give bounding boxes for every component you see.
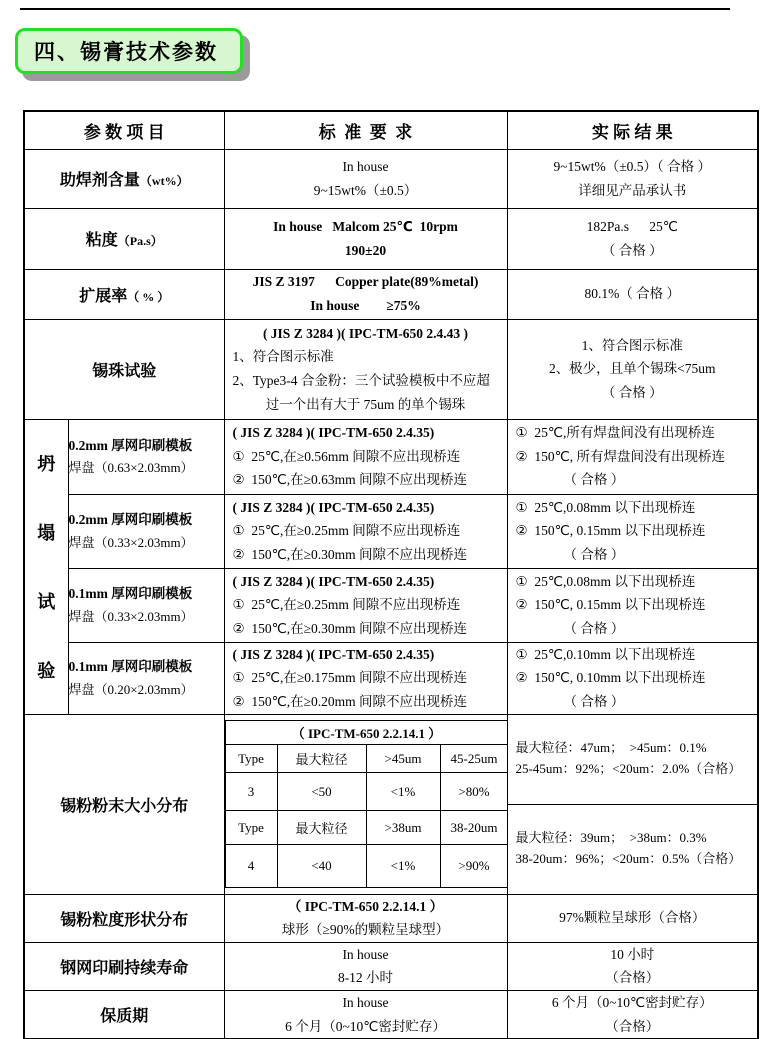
powder-size-nested-table: [225, 720, 508, 888]
collapse-3-result-cert: （ 合格 ）: [563, 620, 625, 636]
collapse-2-pad: 焊盘（0.33×2.03mm）: [68, 534, 194, 550]
nested-header-maxsize: 最大粒径: [277, 811, 366, 845]
section-title-box: [15, 28, 243, 74]
viscosity-result-cell: [507, 208, 758, 269]
collapse-2-stencil-cell: [68, 494, 224, 568]
text-line: 1、符合图示标准: [581, 337, 683, 353]
text-line: 25-45um：92%；<20um：2.0%（合格）: [515, 761, 742, 776]
nested-value-type: 4: [225, 845, 277, 888]
text-line: 182Pa.s 25℃: [586, 218, 678, 234]
collapse-1-standard-item: ② 150℃,在≥0.63mm 间隙不应出现桥连: [232, 472, 468, 488]
stencil-life-result-cell: [507, 942, 758, 990]
collapse-1-result-item: ① 25℃,所有焊盘间没有出现桥连: [515, 425, 715, 441]
nested-type3-value-row: [225, 773, 507, 811]
nested-value-gt45: <1%: [366, 773, 440, 811]
powder-size-param-label: 锡粉粉末大小分布: [60, 797, 189, 815]
text-line: 97%颗粒呈球形（合格）: [559, 910, 706, 926]
text-line: JIS Z 3197 Copper plate(89%metal): [252, 274, 479, 290]
flux-result-cell: [507, 149, 758, 208]
collapse-2-standard-cell: [224, 494, 507, 568]
spread-result-cell: [507, 269, 758, 319]
text-line: 2、极少，且单个锡珠<75um: [548, 361, 716, 377]
collapse-3-stencil: 0.1mm 厚网印刷模板: [68, 586, 193, 602]
header-param: 参 数 项 目: [24, 111, 224, 149]
section-title: 四、锡膏技术参数: [34, 40, 218, 64]
nested-ipc-header: （ IPC-TM-650 2.2.14.1 ）: [225, 721, 507, 745]
shelf-life-standard-cell: [224, 991, 507, 1039]
row-viscosity: [24, 208, 758, 269]
nested-header-gt38: >38um: [366, 811, 440, 845]
header-result: 实 际 结 果: [507, 111, 758, 149]
collapse-3-standard-ref: ( JIS Z 3284 )( IPC-TM-650 2.4.35): [232, 573, 435, 589]
collapse-2-standard-item: ① 25℃,在≥0.25mm 间隙不应出现桥连: [232, 523, 461, 539]
collapse-4-result-item: ② 150℃, 0.10mm 以下出现桥连: [515, 670, 706, 686]
nested-header-45-25: 45-25um: [440, 745, 507, 773]
collapse-group-label: [25, 429, 68, 705]
powder-size-param-cell: [24, 714, 224, 894]
nested-value-maxsize: <50: [277, 773, 366, 811]
collapse-4-standard-item: ① 25℃,在≥0.175mm 间隙不应出现桥连: [232, 670, 468, 686]
powder-shape-result-cell: [507, 894, 758, 942]
nested-type3-header-row: [225, 745, 507, 773]
nested-header-maxsize: 最大粒径: [277, 745, 366, 773]
viscosity-standard-cell: [224, 208, 507, 269]
nested-type4-header-row: [225, 811, 507, 845]
collapse-1-stencil-cell: [68, 419, 224, 494]
row-flux-content: [24, 149, 758, 208]
collapse-3-result-item: ② 150℃, 0.15mm 以下出现桥连: [515, 597, 706, 613]
text-line: 6 个月（0~10℃密封贮存）: [285, 1018, 446, 1034]
powder-shape-param-label: 锡粉粒度形状分布: [60, 911, 189, 929]
text-line: （ 合格 ）: [601, 384, 663, 400]
flux-standard-cell: [224, 149, 507, 208]
solder-ball-standard-item: 2、Type3-4 合金粉：三个试验模板中不应超: [232, 373, 490, 388]
collapse-label-char: 坍: [37, 454, 56, 474]
spread-standard-cell: [224, 269, 507, 319]
collapse-3-result-cell: [507, 568, 758, 642]
table-header-row: [24, 111, 758, 149]
solder-ball-standard-cell: [224, 319, 507, 419]
row-collapse-3: [24, 568, 758, 642]
text-line: 6 个月（0~10℃密封贮存）: [551, 995, 713, 1010]
stencil-life-standard-cell: [224, 942, 507, 990]
collapse-3-stencil-cell: [68, 568, 224, 642]
collapse-group-label-cell: [24, 419, 68, 714]
solder-ball-standard-item: 1、符合图示标准: [232, 349, 334, 365]
collapse-2-result-item: ① 25℃,0.08mm 以下出现桥连: [515, 499, 696, 515]
solder-ball-result-cell: [507, 319, 758, 419]
viscosity-param-unit: （Pa.s）: [117, 234, 163, 248]
text-line: In house ≥75%: [310, 298, 421, 313]
text-line: 10 小时: [610, 946, 655, 962]
collapse-4-stencil: 0.1mm 厚网印刷模板: [68, 659, 193, 675]
nested-ipc-header-row: [225, 721, 507, 745]
nested-type4-value-row: [225, 845, 507, 888]
row-shelf-life: [24, 991, 758, 1039]
text-line: 详细见产品承认书: [578, 182, 687, 198]
row-collapse-1: [24, 419, 758, 494]
powder-shape-standard-cell: [224, 894, 507, 942]
solder-ball-standard-item-cont: 过一个出有大于 75um 的单个锡珠: [265, 396, 466, 412]
collapse-1-standard-item: ① 25℃,在≥0.56mm 间隙不应出现桥连: [232, 448, 461, 464]
flux-param-cell: [24, 149, 224, 208]
powder-shape-param-cell: [24, 894, 224, 942]
text-line: 80.1%（ 合格 ）: [584, 286, 681, 302]
nested-header-type: Type: [225, 745, 277, 773]
flux-param-label: 助焊剂含量: [59, 172, 140, 189]
collapse-label-char: 塌: [37, 523, 56, 543]
collapse-1-pad: 焊盘（0.63×2.03mm）: [68, 460, 194, 476]
collapse-4-pad: 焊盘（0.20×2.03mm）: [68, 681, 194, 697]
text-line: （合格）: [605, 1018, 660, 1034]
shelf-life-param-label: 保质期: [100, 1008, 149, 1026]
stencil-life-param-label: 钢网印刷持续寿命: [60, 959, 189, 977]
header-standard: 标 准 要 求: [224, 111, 507, 149]
solder-ball-param-label: 锡珠试验: [92, 362, 157, 380]
collapse-1-result-cell: [507, 419, 758, 494]
collapse-4-standard-ref: ( JIS Z 3284 )( IPC-TM-650 2.4.35): [232, 646, 435, 662]
text-line: 190±20: [344, 242, 387, 258]
spread-param-label: 扩展率: [79, 287, 128, 305]
text-line: 最大粒径：47um； >45um：0.1%: [515, 740, 707, 756]
text-line: 9~15wt%（±0.5）: [313, 182, 418, 198]
powder-size-result-type3: [508, 715, 758, 805]
collapse-3-standard-cell: [224, 568, 507, 642]
row-powder-shape: [24, 894, 758, 942]
nested-value-gt38: <1%: [366, 845, 440, 888]
collapse-3-standard-item: ② 150℃,在≥0.30mm 间隙不应出现桥连: [232, 620, 468, 636]
collapse-4-stencil-cell: [68, 642, 224, 714]
collapse-1-standard-cell: [224, 419, 507, 494]
collapse-label-char: 验: [37, 661, 56, 681]
collapse-1-stencil: 0.2mm 厚网印刷模板: [68, 437, 193, 453]
collapse-2-standard-item: ② 150℃,在≥0.30mm 间隙不应出现桥连: [232, 546, 468, 562]
text-line: In house: [342, 946, 389, 962]
collapse-1-standard-ref: ( JIS Z 3284 )( IPC-TM-650 2.4.35): [232, 425, 435, 441]
powder-shape-standard-ref: （ IPC-TM-650 2.2.14.1 ）: [287, 898, 444, 914]
row-collapse-2: [24, 494, 758, 568]
collapse-4-standard-item: ② 150℃,在≥0.20mm 间隙不应出现桥连: [232, 693, 468, 709]
collapse-3-pad: 焊盘（0.33×2.03mm）: [68, 608, 194, 624]
row-powder-size: [24, 714, 758, 894]
row-stencil-life: [24, 942, 758, 990]
nested-value-type: 3: [225, 773, 277, 811]
solder-ball-standard-ref: ( JIS Z 3284 )( IPC-TM-650 2.4.43 ): [262, 325, 469, 341]
collapse-1-result-cert: （ 合格 ）: [563, 472, 625, 488]
viscosity-param-cell: [24, 208, 224, 269]
collapse-4-result-cell: [507, 642, 758, 714]
text-line: 38-20um：96%；<20um：0.5%（合格）: [515, 851, 742, 866]
spec-table: [23, 110, 759, 1039]
nested-value-38-20: >90%: [440, 845, 507, 888]
nested-value-maxsize: <40: [277, 845, 366, 888]
text-line: In house: [342, 158, 389, 174]
collapse-1-result-item: ② 150℃, 所有焊盘间没有出现桥连: [515, 448, 726, 464]
powder-size-standard-cell: [224, 714, 507, 894]
collapse-3-result-item: ① 25℃,0.08mm 以下出现桥连: [515, 573, 696, 589]
collapse-label-char: 试: [37, 592, 56, 612]
nested-header-gt45: >45um: [366, 745, 440, 773]
nested-header-type: Type: [225, 811, 277, 845]
collapse-2-standard-ref: ( JIS Z 3284 )( IPC-TM-650 2.4.35): [232, 499, 435, 515]
text-line: 9~15wt%（±0.5）（ 合格 ）: [553, 158, 712, 174]
row-spread-rate: [24, 269, 758, 319]
viscosity-param-label: 粘度: [85, 232, 118, 249]
nested-value-45-25: >80%: [440, 773, 507, 811]
row-solder-ball-test: [24, 319, 758, 419]
collapse-2-result-cell: [507, 494, 758, 568]
collapse-2-stencil: 0.2mm 厚网印刷模板: [68, 512, 193, 528]
text-line: In house Malcom 25℃ 10rpm: [273, 218, 458, 234]
flux-param-unit: （wt%）: [139, 174, 189, 188]
shelf-life-result-cell: [507, 991, 758, 1039]
top-border-rule: [20, 8, 730, 10]
stencil-life-param-cell: [24, 942, 224, 990]
collapse-3-standard-item: ① 25℃,在≥0.25mm 间隙不应出现桥连: [232, 597, 461, 613]
text-line: 最大粒径：39um； >38um：0.3%: [515, 830, 707, 846]
text-line: （合格）: [605, 970, 660, 986]
text-line: 8-12 小时: [337, 970, 394, 986]
collapse-2-result-cert: （ 合格 ）: [563, 546, 625, 562]
collapse-4-standard-cell: [224, 642, 507, 714]
collapse-2-result-item: ② 150℃, 0.15mm 以下出现桥连: [515, 523, 706, 539]
powder-shape-standard-line: 球形（≥90%的颗粒呈球型）: [281, 922, 450, 938]
collapse-4-result-cert: （ 合格 ）: [563, 693, 625, 709]
spread-param-unit: （ % ）: [127, 289, 170, 304]
nested-header-38-20: 38-20um: [440, 811, 507, 845]
powder-size-result-type4: [508, 805, 758, 894]
text-line: （ 合格 ）: [601, 242, 663, 258]
spread-param-cell: [24, 269, 224, 319]
text-line: In house: [342, 995, 389, 1010]
powder-size-result-cell: [507, 714, 758, 894]
shelf-life-param-cell: [24, 991, 224, 1039]
solder-ball-param-cell: [24, 319, 224, 419]
row-collapse-4: [24, 642, 758, 714]
collapse-4-result-item: ① 25℃,0.10mm 以下出现桥连: [515, 646, 696, 662]
